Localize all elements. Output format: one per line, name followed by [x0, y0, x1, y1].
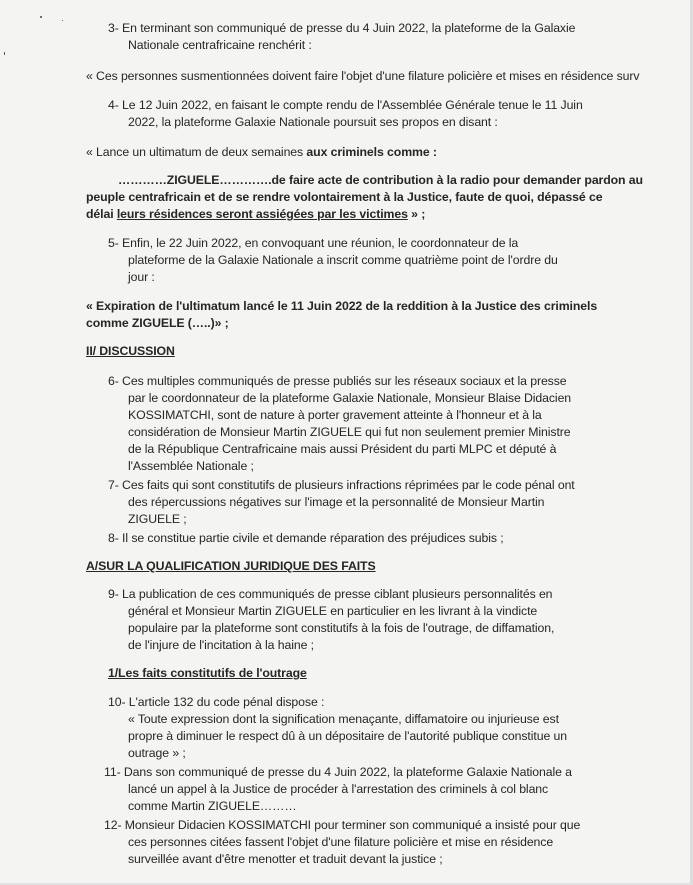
- expiration-line-2: comme ZIGUELE (…..)» ;: [86, 316, 229, 330]
- ziguele-dots: …………ZIGUELE………….: [118, 173, 272, 187]
- paragraph-12-line-2: ces personnes citées fassent l'objet d'une filature policière et mise en résidence: [128, 835, 554, 849]
- paragraph-9-line-1: 9- La publication de ces communiqués de presse ciblant plusieurs personnalités en: [108, 587, 553, 601]
- paragraph-7-line-1: 7- Ces faits qui sont constitutifs de plusieurs infractions réprimées par le code pénal ont: [108, 478, 575, 492]
- paragraph-12-line-3: surveillée avant d'être menotter et traduit devant la justice ;: [128, 852, 443, 866]
- ultimatum-text: « Lance un ultimatum de deux semaines: [86, 145, 307, 159]
- paragraph-6-line-2: par le coordonnateur de la plateforme Galaxie Nationale, Monsieur Blaise Didacien: [128, 391, 572, 405]
- paragraph-5-line-3: jour :: [128, 270, 155, 284]
- expiration-line-1: « Expiration de l'ultimatum lancé le 11 Juin 2022 de la reddition à la Justice des criminels: [86, 299, 598, 313]
- ultimatum-line-4: [86, 206, 425, 222]
- paragraph-7-line-3: ZIGUELE ;: [128, 512, 187, 526]
- paragraph-4-line-1: 4- Le 12 Juin 2022, en faisant le compte rendu de l'Assemblée Générale tenue le 11 Juin: [108, 98, 583, 112]
- paragraph-3-line-1: 3- En terminant son communiqué de presse du 4 Juin 2022, la plateforme de la Galaxie: [108, 21, 576, 35]
- paragraph-5-line-1: 5- Enfin, le 22 Juin 2022, en convoquant une réunion, le coordonnateur de la: [108, 236, 519, 250]
- ultimatum-line-2: [118, 172, 643, 188]
- paragraph-7-line-2: des répercussions négatives sur l'image et la personnalité de Monsieur Martin: [128, 495, 545, 509]
- scan-speck: [4, 52, 5, 55]
- paragraph-10-line-4: outrage » ;: [128, 746, 186, 760]
- paragraph-11-line-2: lancé un appel à la Justice de procéder à l'arrestation des criminels à col blanc: [128, 782, 549, 796]
- paragraph-9-line-2: général et Monsieur Martin ZIGUELE en particulier en les livrant à la vindicte: [128, 604, 538, 618]
- paragraph-10-line-3: propre à diminuer le respect dû à un dépositaire de l'autorité publique constitue un: [128, 729, 567, 743]
- paragraph-6-line-6: l'Assemblée Nationale ;: [128, 459, 254, 473]
- scan-speck: [40, 16, 42, 18]
- paragraph-6-line-1: 6- Ces multiples communiqués de presse publiés sur les réseaux sociaux et la presse: [108, 374, 567, 388]
- paragraph-9-line-3: populaire par la plateforme sont constitutifs à la fois de l'outrage, de diffamation,: [128, 621, 555, 635]
- scan-speck: [62, 20, 63, 21]
- paragraph-3-line-2: Nationale centrafricaine renchérit :: [128, 38, 312, 52]
- paragraph-11-line-1: 11- Dans son communiqué de presse du 4 Juin 2022, la plateforme Galaxie Nationale a: [104, 765, 572, 779]
- paragraph-9-line-4: de l'injure de l'incitation à la haine ;: [128, 638, 314, 652]
- paragraph-8-line-1: 8- Il se constitue partie civile et demande réparation des préjudices subis ;: [108, 531, 504, 545]
- paragraph-5-line-2: plateforme de la Galaxie Nationale a inscrit comme quatrième point de l'ordre du: [128, 253, 558, 267]
- paragraph-6-line-3: KOSSIMATCHI, sont de nature à porter gravement atteinte à l'honneur et à la: [128, 408, 542, 422]
- paragraph-6-line-5: de la République Centrafricaine mais aussi Président du parti MLPC et député à: [128, 442, 557, 456]
- ultimatum-line-3: peuple centrafricain et de se rendre volontairement à la Justice, faute de quoi, dépassé ce: [86, 190, 603, 204]
- paragraph-11-line-3: comme Martin ZIGUELE………: [128, 799, 297, 813]
- ultimatum-demand: de faire acte de contribution à la radio pour demander pardon au: [271, 173, 643, 187]
- section-heading-qualification: A/SUR LA QUALIFICATION JURIDIQUE DES FAITS: [86, 559, 376, 573]
- ultimatum-line-1: [86, 144, 437, 160]
- paragraph-6-line-4: considération de Monsieur Martin ZIGUELE qui fut non seulement premier Ministre: [128, 425, 571, 439]
- delay-text: délai: [86, 207, 117, 221]
- quote-end: » ;: [407, 207, 426, 221]
- paragraph-12-line-1: 12- Monsieur Didacien KOSSIMATCHI pour terminer son communiqué a insisté pour que: [104, 818, 581, 832]
- subsection-heading-outrage: 1/Les faits constitutifs de l'outrage: [108, 666, 307, 680]
- ultimatum-bold-text: aux criminels comme :: [306, 145, 437, 159]
- paragraph-10-line-2: « Toute expression dont la signification menaçante, diffamatoire ou injurieuse est: [128, 712, 559, 726]
- section-heading-discussion: II/ DISCUSSION: [86, 344, 175, 358]
- paragraph-10-line-1: 10- L'article 132 du code pénal dispose :: [108, 695, 325, 709]
- paragraph-4-line-2: 2022, la plateforme Galaxie Nationale poursuit ses propos en disant :: [128, 115, 498, 129]
- quote-line-1: « Ces personnes susmentionnées doivent faire l'objet d'une filature policière et mises en résidence surv: [86, 69, 640, 83]
- residences-underlined-text: leurs résidences seront assiégées par les victimes: [116, 207, 408, 221]
